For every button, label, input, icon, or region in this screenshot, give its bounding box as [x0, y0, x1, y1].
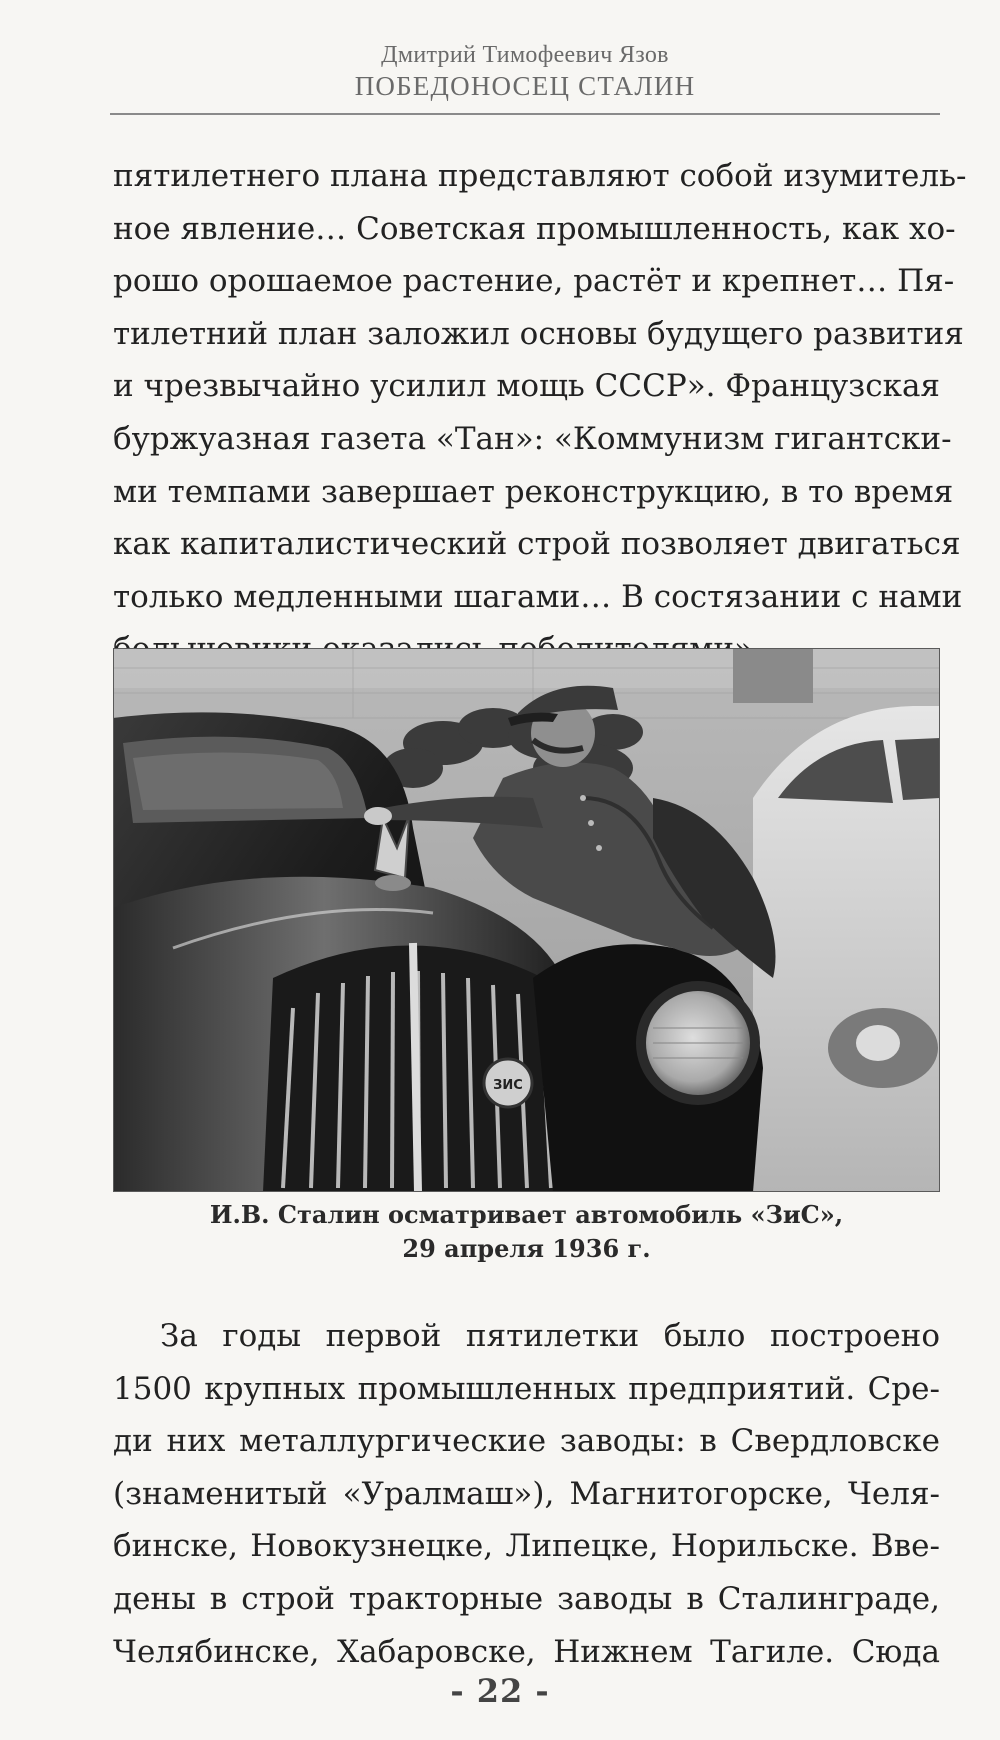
text-line: 1500 крупных промышленных предприятий. Сре- — [113, 1370, 940, 1407]
header-rule — [110, 113, 940, 115]
header-book-title: ПОБЕДОНОСЕЦ СТАЛИН — [354, 71, 696, 101]
text-line: рошо орошаемое растение, растёт и крепнет… Пя- — [113, 263, 955, 300]
text-line: только медленными шагами… В состязании с нами — [113, 578, 963, 615]
text-line: тилетний план заложил основы будущего развития — [113, 315, 964, 352]
caption-line: И.В. Сталин осматривает автомобиль «ЗиС», — [209, 1200, 844, 1229]
text-line: и чрезвычайно усилил мощь СССР». Французская — [113, 368, 940, 405]
photo-stalin-inspecting-zis-car — [113, 648, 940, 1192]
text-line: бинске, Новокузнецке, Липецке, Норильске. Вве- — [113, 1528, 940, 1565]
text-line: ми темпами завершает реконструкцию, в то время — [113, 473, 954, 510]
car-headlamp — [636, 981, 760, 1105]
text-line: пятилетнего плана представляют собой изумитель- — [113, 158, 967, 194]
page-number: - 22 - — [450, 1672, 550, 1710]
paragraph-1 — [113, 150, 967, 676]
svg-text:ЗИС: ЗИС — [493, 1078, 523, 1093]
text-line: Челябинске, Хабаровске, Нижнем Тагиле. Сюда — [113, 1633, 940, 1670]
caption-line: 29 апреля 1936 г. — [402, 1234, 651, 1263]
text-line: (знаменитый «Уралмаш»), Магнитогорске, Челя- — [113, 1475, 940, 1512]
text-line: как капиталистический строй позволяет двигаться — [113, 526, 961, 563]
photo-caption — [113, 1198, 940, 1266]
paragraph-2 — [113, 1310, 940, 1678]
running-header — [110, 40, 940, 102]
text-line: ди них металлургические заводы: в Свердловске — [113, 1423, 940, 1460]
zis-badge — [484, 1059, 532, 1107]
text-line: дены в строй тракторные заводы в Сталинграде, — [113, 1580, 940, 1617]
text-line: ное явление… Советская промышленность, как хо- — [113, 210, 956, 247]
text-line: буржуазная газета «Тан»: «Коммунизм гигантски- — [113, 420, 952, 457]
header-author: Дмитрий Тимофеевич Язов — [381, 42, 669, 68]
text-line: За годы первой пятилетки было построено — [160, 1318, 940, 1354]
